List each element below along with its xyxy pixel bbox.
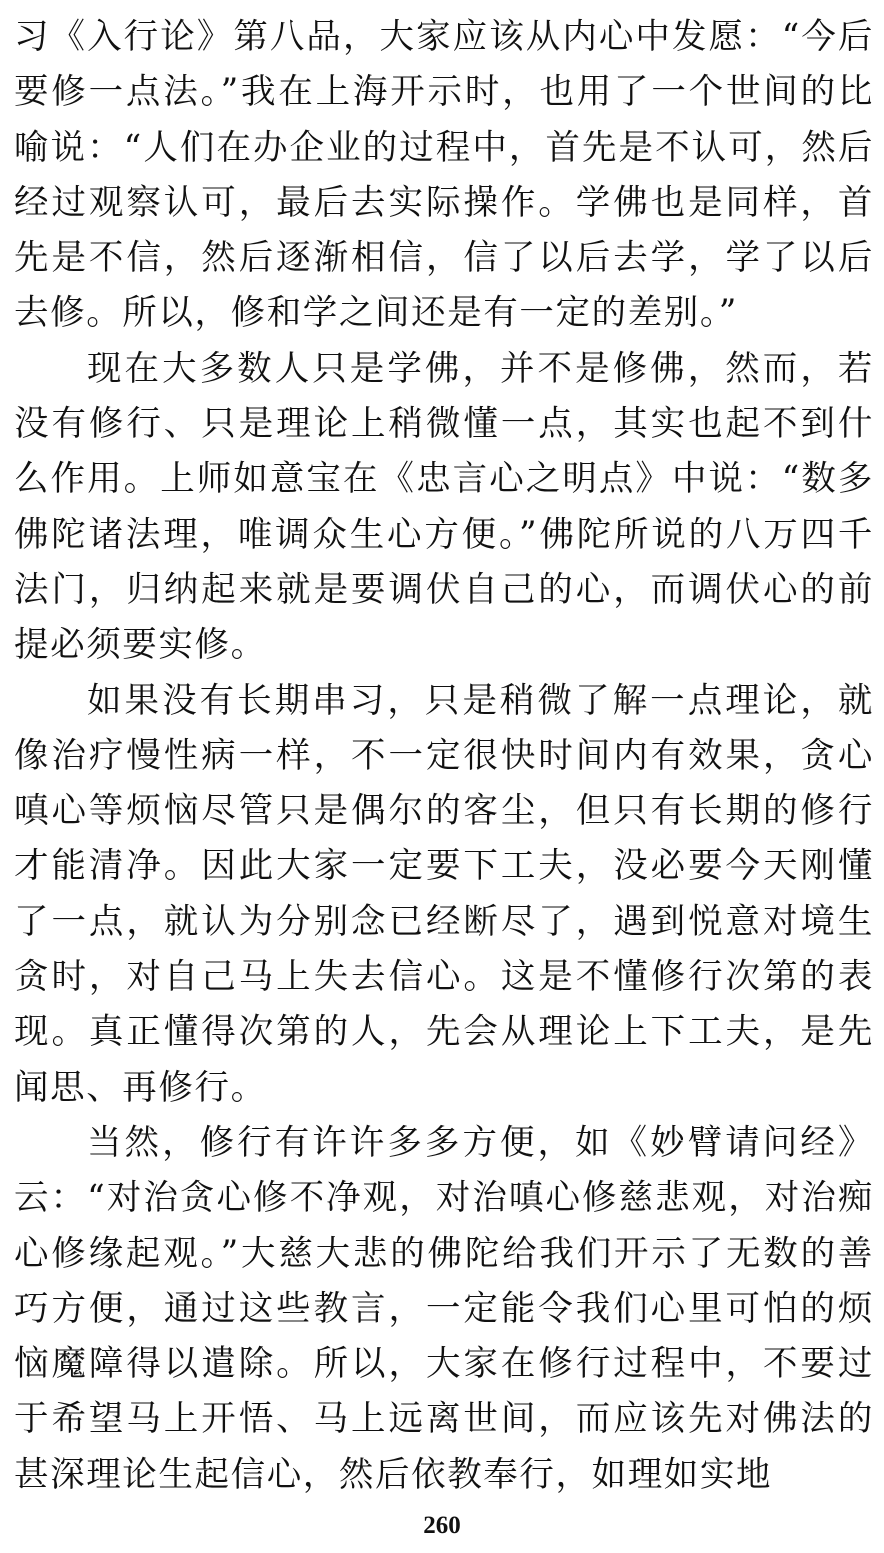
paragraph-4: 当然，修行有许许多多方便，如《妙臂请问经》云：“对治贪心修不净观，对治嗔心修慈悲观，对治痴心修缘起观。”大慈大悲的佛陀给我们开示了无数的善巧方便，通过这些教言，一定能令我们心里可怕的烦恼魔障得以遣除。所以，大家在修行过程中，不要过于希望马上开悟、马上远离世间，而应该先对佛法的甚深理论生起信心，然后依教奉行，如理如实地: [14, 1122, 874, 1495]
paragraph-3: 如果没有长期串习，只是稍微了解一点理论，就像治疗慢性病一样，不一定很快时间内有效果，贪心嗔心等烦恼尽管只是偶尔的客尘，但只有长期的修行才能清净。因此大家一定要下工夫，没必要今天刚懂了一点，就认为分别念已经断尽了，遇到悦意对境生贪时，对自己马上失去信心。这是不懂修行次第的表现。真正懂得次第的人，先会从理论上下工夫，是先闻思、再修行。: [14, 680, 874, 1108]
paragraph-1: 习《入行论》第八品，大家应该从内心中发愿：“今后要修一点法。”我在上海开示时，也用了一个世间的比喻说：“人们在办企业的过程中，首先是不认可，然后经过观察认可，最后去实际操作。学佛也是同样，首先是不信，然后逐渐相信，信了以后去学，学了以后去修。所以，修和学之间还是有一定的差别。”: [14, 17, 874, 334]
paragraph-2: 现在大多数人只是学佛，并不是修佛，然而，若没有修行、只是理论上稍微懂一点，其实也起不到什么作用。上师如意宝在《忠言心之明点》中说：“数多佛陀诸法理，唯调众生心方便。”佛陀所说的八万四千法门，归纳起来就是要调伏自己的心，而调伏心的前提必须要实修。: [14, 348, 874, 666]
page-number: 260: [423, 1512, 461, 1539]
body-text: [14, 10, 874, 1503]
